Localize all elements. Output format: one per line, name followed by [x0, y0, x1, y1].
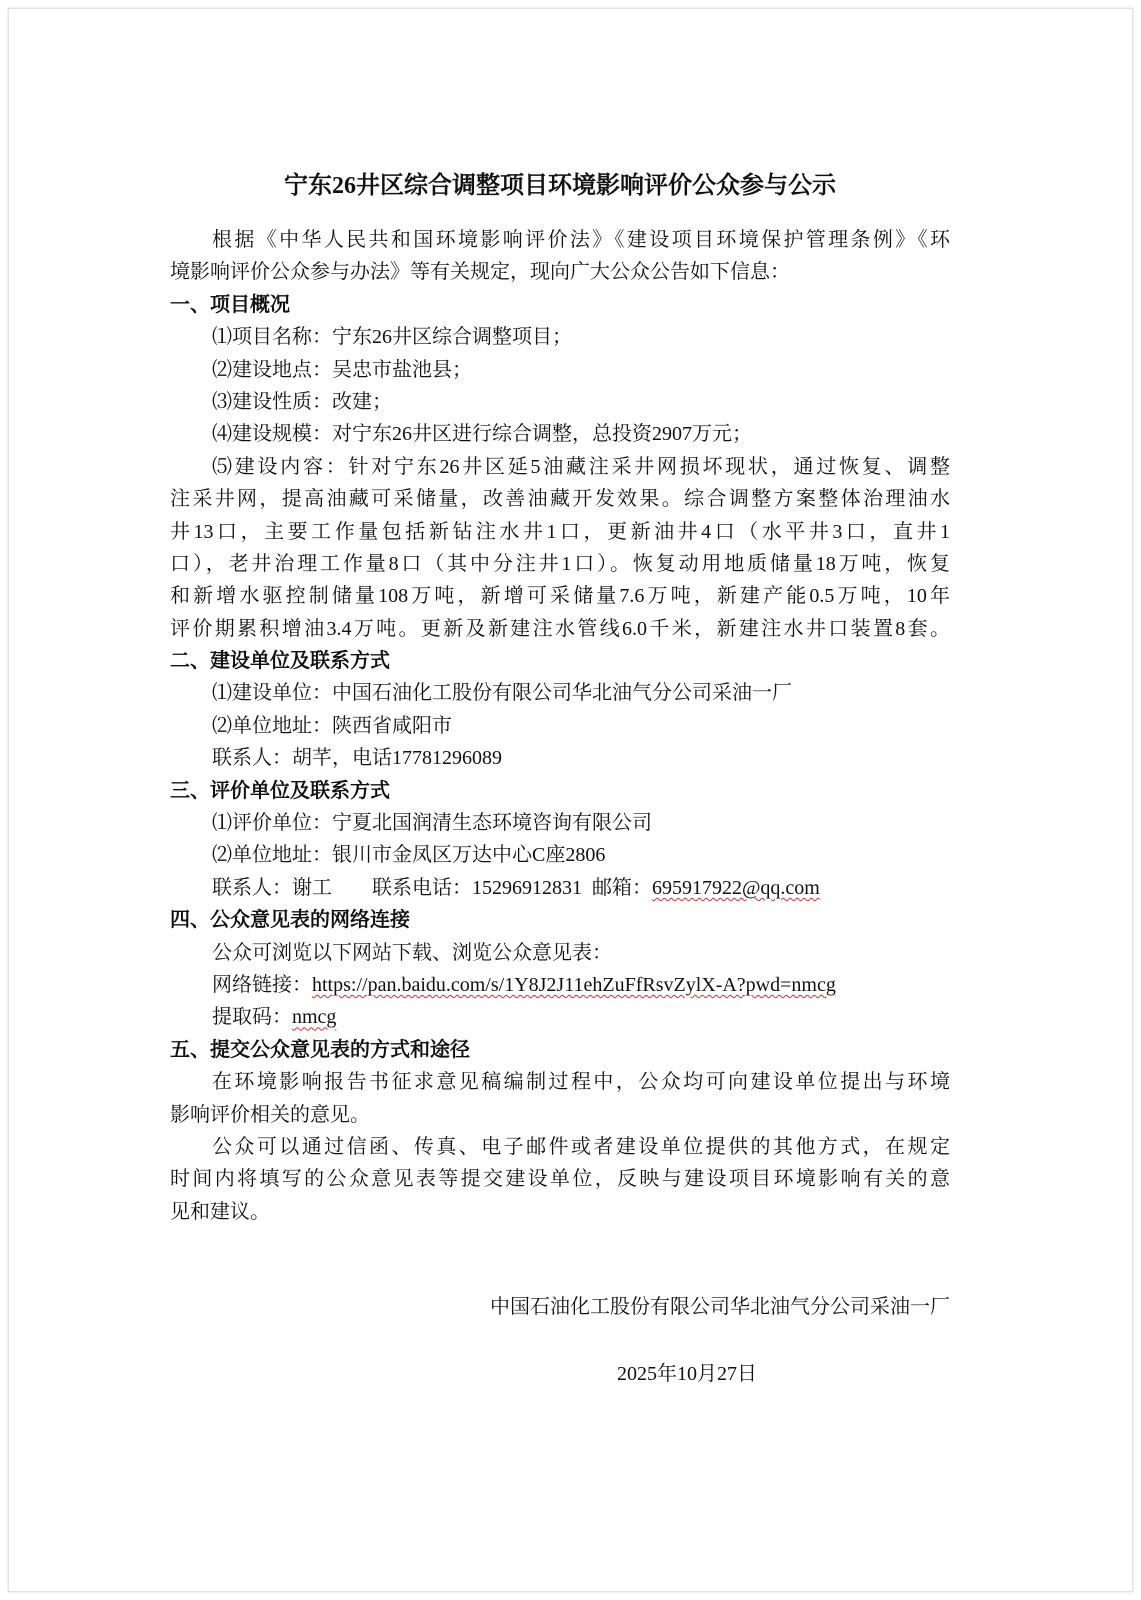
evaluator-unit: ⑴评价单位：宁夏北国润清生态环境咨询有限公司: [212, 812, 652, 835]
email-link[interactable]: 695917922@qq.com: [652, 876, 820, 899]
date: 2025年10月27日: [617, 1363, 757, 1385]
extraction-code: nmcg: [292, 1006, 337, 1029]
builder-unit: ⑴建设单位：中国石油化工股份有限公司华北油气分公司采油一厂: [212, 682, 792, 705]
submit-text-line: 在环境影响报告书征求意见稿编制过程中，公众均可向建设单位提出与环境: [212, 1071, 950, 1094]
submit-text-line: 时间内将填写的公众意见表等提交建设单位，反映与建设项目环境影响有关的意: [170, 1168, 950, 1191]
code-line: [170, 1001, 950, 1033]
intro-line: 境影响评价公众参与办法》等有关规定，现向广大公众公告如下信息：: [170, 261, 790, 284]
submit-text-line: 影响评价相关的意见。: [170, 1103, 370, 1126]
section-heading: 四、公众意见表的网络连接: [170, 909, 410, 932]
section-heading: 二、建设单位及联系方式: [170, 650, 390, 673]
section-heading: 五、提交公众意见表的方式和途径: [170, 1038, 470, 1061]
builder-contact: 联系人：胡芊，电话17781296089: [212, 747, 502, 770]
builder-address: ⑵单位地址：陕西省咸阳市: [212, 714, 452, 737]
project-content-line: 注采井网，提高油藏可采储量，改善油藏开发效果。综合调整方案整体治理油水: [170, 488, 950, 511]
section-heading: 三、评价单位及联系方式: [170, 779, 390, 802]
evaluator-contact: [170, 872, 950, 904]
project-nature: ⑶建设性质：改建；: [212, 390, 392, 413]
signature: 中国石油化工股份有限公司华北油气分公司采油一厂: [490, 1296, 950, 1318]
project-content-line: ⑸建设内容：针对宁东26井区延5油藏注采井网损坏现状，通过恢复、调整: [212, 455, 950, 478]
evaluator-address: ⑵单位地址：银川市金凤区万达中心C座2806: [212, 844, 606, 867]
project-name: ⑴项目名称：宁东26井区综合调整项目；: [212, 326, 572, 349]
document-page: [170, 168, 950, 1385]
project-scale: ⑷建设规模：对宁东26井区进行综合调整，总投资2907万元；: [212, 423, 752, 446]
link-label: 网络链接：: [212, 973, 312, 996]
intro-line: 根据《中华人民共和国环境影响评价法》《建设项目环境保护管理条例》《环: [212, 229, 950, 251]
submit-text-line: 公众可以通过信函、传真、电子邮件或者建设单位提供的其他方式，在规定: [212, 1135, 950, 1158]
project-content-line: 评价期累积增油3.4万吨。更新及新建注水管线6.0千米，新建注水井口装置8套。: [170, 617, 950, 640]
contact-label: 联系人：谢工 联系电话：15296912831 邮箱：: [212, 876, 652, 899]
project-content-line: 井13口，主要工作量包括新钻注水井1口，更新油井4口（水平井3口，直井1: [170, 520, 950, 543]
section-heading: 一、项目概况: [170, 293, 290, 316]
submit-text-line: 见和建议。: [170, 1200, 270, 1223]
browse-text: 公众可浏览以下网站下载、浏览公众意见表：: [212, 941, 612, 964]
code-label: 提取码：: [212, 1006, 292, 1029]
link-line: [170, 969, 950, 1001]
project-location: ⑵建设地点：吴忠市盐池县；: [212, 358, 472, 381]
download-link[interactable]: https://pan.baidu.com/s/1Y8J2J11ehZuFfRsvZylX-A?pwd=nmcg: [312, 973, 836, 996]
project-content-line: 口），老井治理工作量8口（其中分注井1口）。恢复动用地质储量18万吨，恢复: [170, 552, 950, 575]
project-content-line: 和新增水驱控制储量108万吨，新增可采储量7.6万吨，新建产能0.5万吨，10年: [170, 585, 950, 608]
document-title: 宁东26井区综合调整项目环境影响评价公众参与公示: [284, 173, 836, 199]
